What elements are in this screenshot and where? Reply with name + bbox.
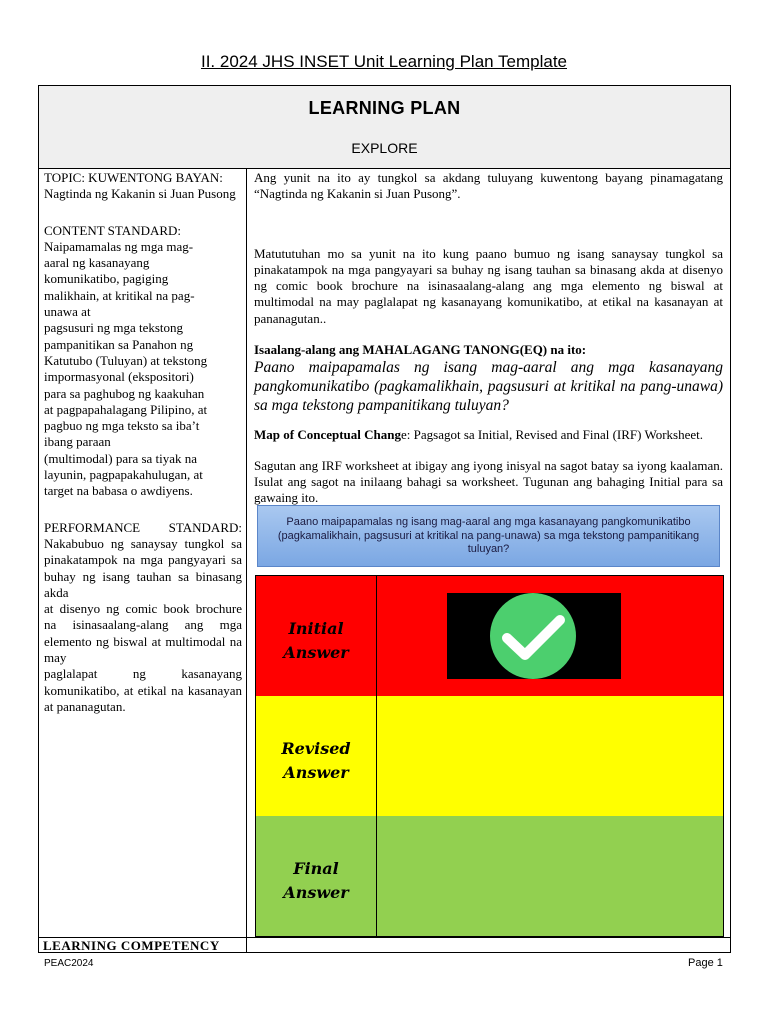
topic-label: TOPIC: KUWENTONG BAYAN: [44,170,223,185]
irf-row-final [256,816,723,936]
content-standard-label: CONTENT STANDARD: [44,222,182,238]
performance-standard: PERFORMANCE STANDARD: Nakabubuo ng sanaysay tungkol sa pinakatampok na mga pangyayari sa buhay ng isang tauhan sa binasang akda [44,519,242,600]
irf-label-initial: Initial Answer [256,576,377,696]
plan-header [39,86,730,169]
unit-learning: Matututuhan mo sa yunit na ito kung paano bumuo ng isang sanaysay tungkol sa pinakatampok na mga pangyayari sa buhay ng isang tauhan sa binasang akda at disenyo ng comic book brochure na isinasaalang-alang ang mga elemento ng biswal at multimodal na may paglalapat ng kasanayang komunikatibo, at etikal na kasanayan at pananagutan.. [254,245,723,326]
eq-label: Isaalang-alang ang MAHALAGANG TANONG(EQ) na ito: [254,342,587,358]
topic [44,170,242,203]
section-explore: EXPLORE [351,140,418,156]
irf-row-revised [256,696,723,817]
right-column [254,170,723,507]
content-standard-text: Naipamamalas ng mga mag- aaral ng kasanayang komunikatibo, pagiging malikhain, at kritikal na pag- unawa at pagsusuri ng mga tekstong pampanitikan sa Panahon ng Katutubo (Tuluyan) at tekstong impormasyonal (ekspositori) para sa paghubog ng kaakuhan at pagpapahalagang Pilipino, at pagbuo ng mga teksto sa iba’t ibang paraan (multimodal) para sa tiyak na layunin, pagpapakahulugan, at target na babasa o awdiyens. [44,238,208,499]
eq-question: Paano maipapamalas ng isang mag-aaral ang mga kasanayang pangkomunikatibo (pagkamalikhain, pagsusuri at kritikal na pang-unawa) sa mga tekstong pampanitikang tuluyan? [254,359,723,415]
column-divider [246,168,247,953]
learning-plan-frame [38,85,731,953]
irf-instructions: Sagutan ang IRF worksheet at ibigay ang iyong inisyal na sagot batay sa iyong kaalaman. Isulat ang sagot na inilaang bahagi sa worksheet. Tugunan ang bahaging Initial para sa gawaing ito. [254,457,723,506]
learning-competency-label: LEARNING COMPETENCY [43,938,220,953]
document-title: II. 2024 JHS INSET Unit Learning Plan Template [200,52,567,71]
check-circle-icon [447,593,621,679]
performance-standard-label: PERFORMANCE STANDARD: [44,519,242,535]
learning-plan-title: LEARNING PLAN [308,98,461,118]
topic-value: Nagtinda ng Kakanin si Juan Pusong [44,186,236,202]
unit-intro: Ang yunit na ito ay tungkol sa akdang tuluyang kuwentong bayang pinamagatang “Nagtinda ng Kakanin si Juan Pusong”. [254,170,723,202]
irf-label-revised: Revised Answer [256,696,377,816]
check-image [447,593,621,679]
irf-row-initial [256,576,723,697]
page-number: Page 1 [688,957,723,969]
footer-organization: PEAC2024 [44,958,94,969]
map-conceptual-change: Map of Conceptual Change: Pagsagot sa Initial, Revised and Final (IRF) Worksheet. [254,427,704,443]
irf-table [255,575,724,937]
eq-callout: Paano maipapamalas ng isang mag-aaral ang mga kasanayang pangkomunikatibo (pagkamalikhain, pagsusuri at kritikal na pang-unawa) sa mga tekstong pampanitikang tuluyan? [257,505,720,567]
left-column: TOPIC: KUWENTONG BAYAN: Nagtinda ng Kakanin si Juan Pusong CONTENT STANDARD: Naipamamalas ng mga mag- aaral ng kasanayang komunikatibo, pagiging malikhain, at kritikal na pag- unawa at pagsusuri ng mga tekstong pampanitikan sa Panahon ng Katutubo (Tuluyan) at tekstong impormasyonal (ekspositori) para sa paghubog ng kaakuhan at pagpapahalagang Pilipino, at pagbuo ng mga teksto sa iba’t ibang paraan (multimodal) para sa tiyak na layunin, pagpapakahulugan, at target na babasa o awdiyens. PERFORMANCE STANDARD: Nakabubuo ng sanaysay tungkol sa pinakatampok na mga pangyayari sa buhay ng isang tauhan sa binasang akda at disenyo ng comic book brochure na isinasaalang-alang ang mga elemento ng biswal at multimodal na may paglalapat ng kasanayang komunikatibo, at etikal na kasanayan at pananagutan. [44,170,242,714]
irf-label-final: Final Answer [256,816,377,936]
